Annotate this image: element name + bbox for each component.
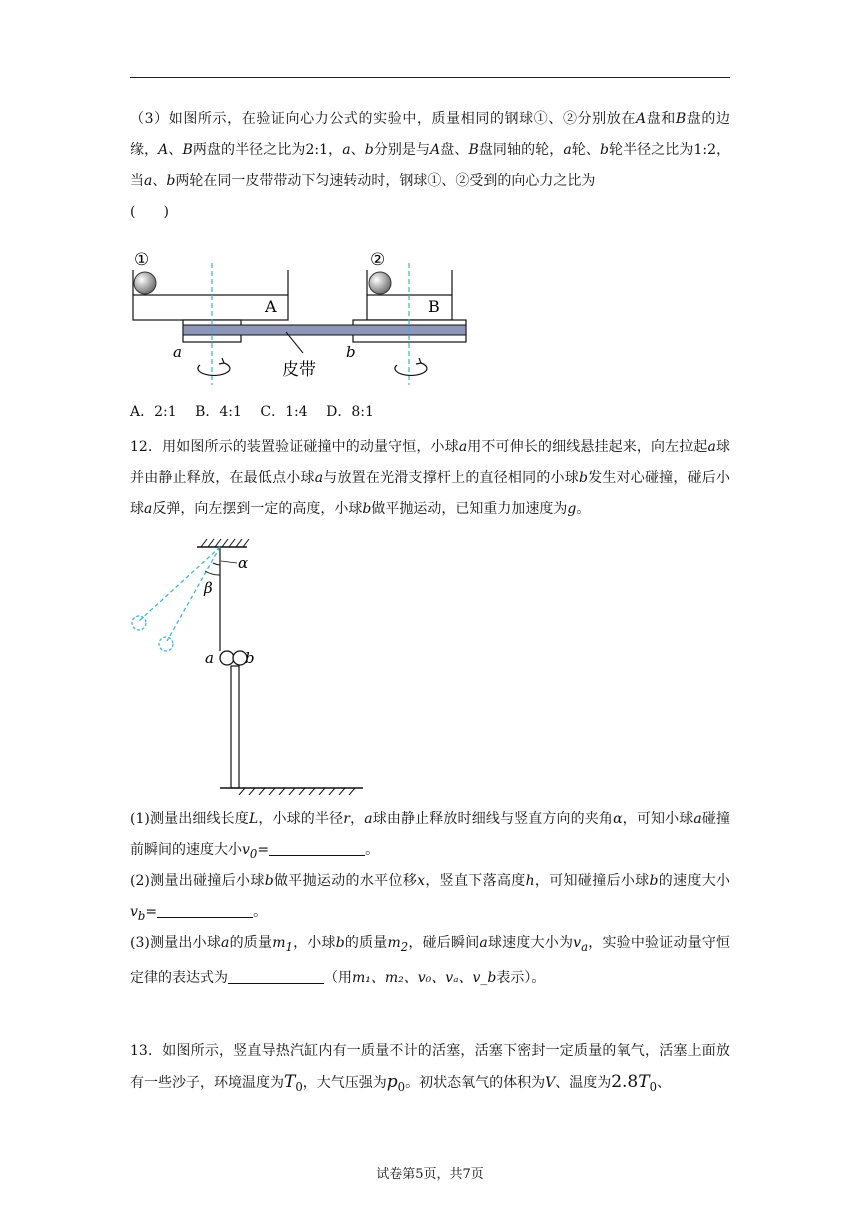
ball-1-label: ① xyxy=(134,250,150,270)
ball-a xyxy=(220,651,234,665)
pendulum-collision-figure xyxy=(125,535,375,795)
option-c: C．1:4 xyxy=(260,404,308,420)
centripetal-apparatus-figure xyxy=(120,245,480,385)
answer-blank-expression[interactable] xyxy=(228,969,324,984)
ball-2 xyxy=(369,272,391,294)
option-d: D．8:1 xyxy=(326,404,374,420)
answer-options xyxy=(130,402,388,422)
plate-b-label: B xyxy=(428,297,440,316)
angle-alpha-label: α xyxy=(238,554,249,572)
page-footer: 试卷第5页，共7页 xyxy=(376,1167,484,1182)
rotation-arrow-a xyxy=(198,363,230,375)
ball-a-label: a xyxy=(205,649,214,667)
answer-paren: ( ) xyxy=(130,204,169,220)
support-rod xyxy=(231,666,239,788)
wheel-b-label: b xyxy=(346,343,356,361)
belt-label: 皮带 xyxy=(282,360,316,380)
ball-2-label: ② xyxy=(370,250,386,270)
q12-part2: (2)测量出碰撞后小球b做平抛运动的水平位移x，竖直下落高度h，可知碰撞后小球b的速度大小$v_b=$ 。 xyxy=(130,873,731,923)
q11-part3-text: （3）如图所示，在验证向心力公式的实验中，质量相同的钢球①、②分别放在A盘和B盘的边缘，A、B两盘的半径之比为2:1，a、b分别是与A盘、B盘同轴的轮，a轮、b轮半径之比为1:2，当a、b两轮在同一皮带带动下匀速转动时，钢球①、②受到的向心力之比为 ( ) xyxy=(130,111,731,220)
ball-1 xyxy=(134,272,156,294)
ball-b-label: b xyxy=(245,649,255,667)
ball-a-rebound xyxy=(159,637,173,651)
angle-beta-label: β xyxy=(204,579,213,597)
ball-a-initial xyxy=(132,616,146,630)
rotation-arrow-b xyxy=(395,363,427,375)
q13-stem: 13．如图所示，竖直导热汽缸内有一质量不计的活塞，活塞下密封一定质量的氧气，活塞上面放有一些沙子，环境温度为$T_0$，大气压强为$p_0$。初状态氧气的体积为V、温度为$2.8T_0$、 xyxy=(130,1043,730,1094)
option-b: B．4:1 xyxy=(195,404,242,420)
answer-blank-v0[interactable] xyxy=(269,841,365,856)
answer-blank-vb[interactable] xyxy=(157,903,253,918)
belt xyxy=(183,325,466,335)
q12-part3: (3)测量出小球a的质量$m_1$，小球b的质量$m_2$，碰后瞬间a球速度大小为$v_a$，实验中验证动量守恒定律的表达式为 （用m₁、m₂、v₀、vₐ、v_b表示）。 xyxy=(130,935,731,986)
plate-a-label: A xyxy=(265,297,277,316)
q12-part1: (1)测量出细线长度L，小球的半径r，a球由静止释放时细线与竖直方向的夹角α，可知小球a碰撞前瞬间的速度大小$v_0=$ 。 xyxy=(130,811,731,861)
option-a: A．2:1 xyxy=(130,404,177,420)
wheel-a-label: a xyxy=(173,343,182,361)
header-rule xyxy=(130,77,730,78)
q12-stem: 12．用如图所示的装置验证碰撞中的动量守恒，小球a用不可伸长的细线悬挂起来，向左拉起a球并由静止释放，在最低点小球a与放置在光滑支撑杆上的直径相同的小球b发生对心碰撞，碰后小球a反弹，向左摆到一定的高度，小球b做平抛运动，已知重力加速度为g。 xyxy=(130,439,731,517)
